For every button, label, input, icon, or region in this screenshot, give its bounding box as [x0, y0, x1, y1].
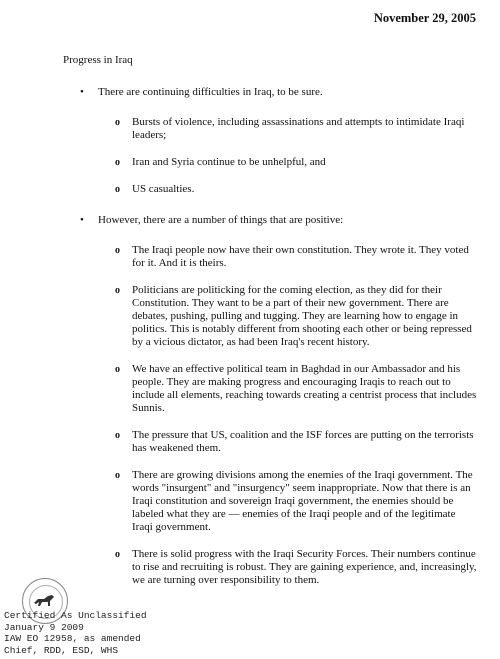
sub-item: o Politicians are politicking for the coming election, as they did for their Constitution. They want to be a part of their new government. There are debates, pushing, pulling and tugging. They are learning how to engage in politics. This is notably different from shooting each other or being repressed by a vicious dictator, as had been Iraq's recent history. — [132, 284, 477, 349]
cert-line: January 9 2009 — [4, 621, 84, 633]
sub-item: o Bursts of violence, including assassinations and attempts to intimidate Iraqi leaders; — [132, 116, 477, 142]
certification-block — [4, 610, 147, 656]
sub-item: o US casualties. — [132, 183, 477, 196]
bullet-difficulties: • There are continuing difficulties in Iraq, to be sure. — [98, 86, 478, 99]
sub-item: o The Iraqi people now have their own constitution. They wrote it. They voted for it. And it is theirs. — [132, 244, 477, 270]
sub-list-positive — [0, 244, 500, 587]
bullet-positive: • However, there are a number of things that are positive: — [98, 214, 478, 227]
sub-item: o Iran and Syria continue to be unhelpful, and — [132, 156, 477, 169]
cert-line: IAW EO 12958, as amended — [4, 633, 141, 644]
sub-item: o We have an effective political team in Baghdad in our Ambassador and his people. They are making progress and encouraging Iraqis to reach out to include all elements, reaching towards creating a centrist process that includes Sunnis. — [132, 363, 477, 415]
sub-item: o The pressure that US, coalition and the ISF forces are putting on the terrorists has weakened them. — [132, 429, 477, 455]
document-body — [0, 86, 500, 601]
sub-list-difficulties — [0, 116, 500, 196]
cert-line: Certified As Unclassified — [4, 610, 147, 621]
cert-line: Chief, RDD, ESD, WHS — [4, 644, 119, 656]
date-line: November 29, 2005 — [373, 11, 476, 25]
sub-item: o There is solid progress with the Iraqi Security Forces. Their numbers continue to rise and recruiting is robust. They are gaining experience, and, increasingly, we are turning over responsibility to them. — [132, 548, 477, 587]
sub-item: o There are growing divisions among the enemies of the Iraqi government. The words "insurgent" and "insurgency" seem inappropriate. Now that there is an Iraqi constitution and sovereign Iraqi government, the enemies should be labeled what they are — enemies of the Iraqi people and of the legitimate Iraqi government. — [132, 469, 477, 534]
page-title: Progress in Iraq — [63, 54, 133, 66]
horse-icon — [32, 591, 58, 611]
